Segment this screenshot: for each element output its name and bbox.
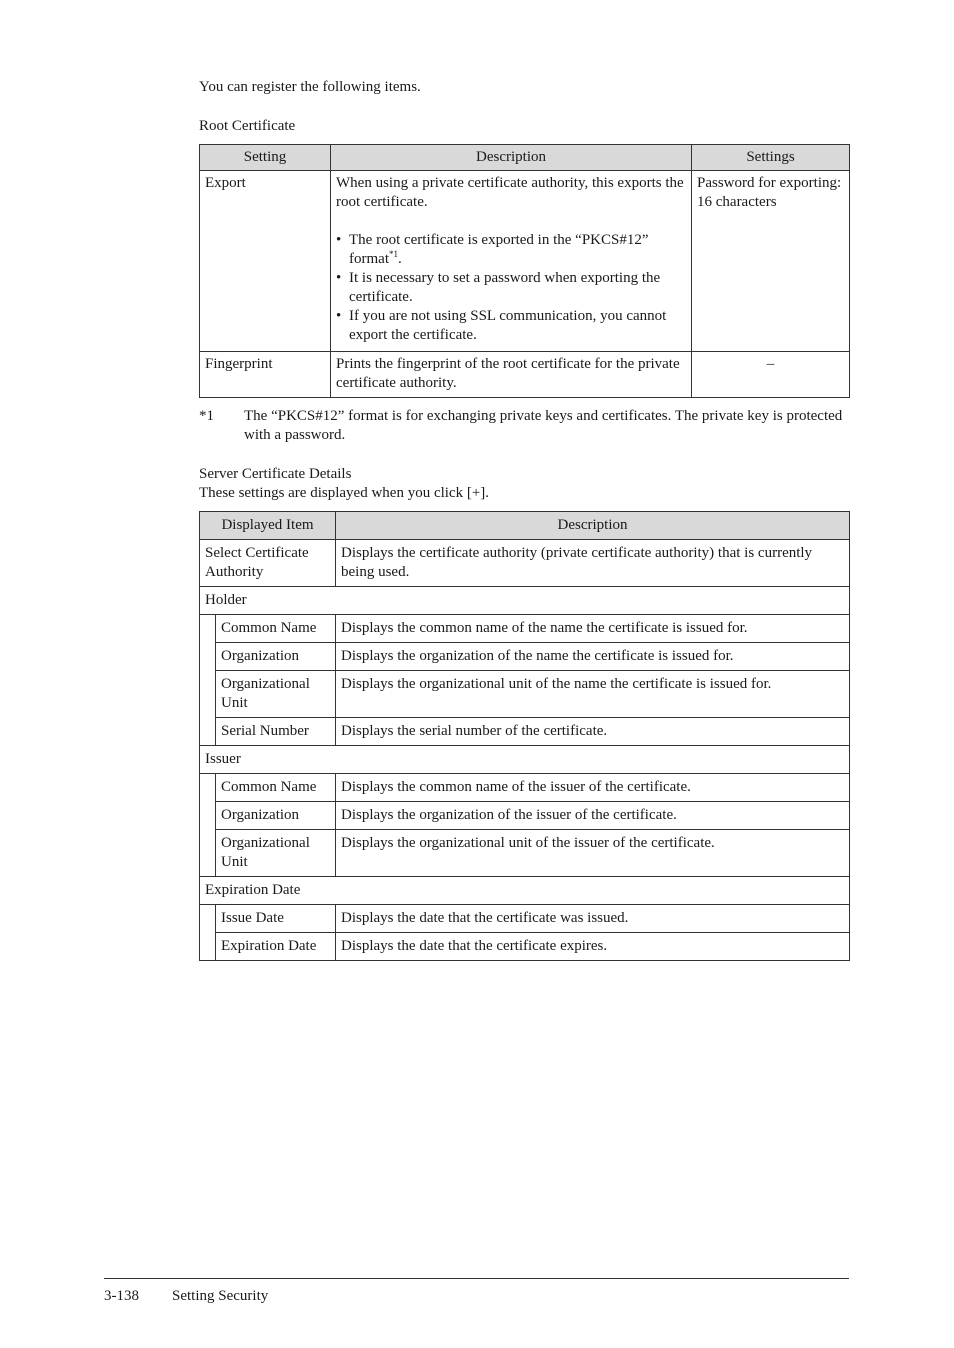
bullet-list (336, 231, 686, 345)
column-header-setting: Setting (200, 145, 331, 171)
intro-text: You can register the following items. (199, 79, 421, 95)
list-item: • It is necessary to set a password when exporting the certificate. (336, 269, 686, 307)
description-cell: Displays the common name of the name the certificate is issued for. (336, 615, 850, 643)
description-cell: Displays the date that the certificate was issued. (336, 905, 850, 933)
description-cell: Displays the common name of the issuer of the certificate. (336, 774, 850, 802)
table-header-row (200, 145, 850, 171)
table-row (200, 615, 850, 643)
description-cell: Displays the date that the certificate expires. (336, 933, 850, 961)
table-row (200, 802, 850, 830)
description-cell: Displays the serial number of the certificate. (336, 718, 850, 746)
group-title: Expiration Date (200, 877, 850, 905)
table-row-select-ca (200, 540, 850, 587)
table-row (200, 643, 850, 671)
table-row (200, 830, 850, 877)
setting-cell: Export (200, 171, 331, 352)
item-cell: Issue Date (216, 905, 336, 933)
group-row-issuer (200, 746, 850, 774)
description-cell (331, 171, 692, 352)
item-cell: Common Name (216, 615, 336, 643)
description-cell: Displays the organizational unit of the issuer of the certificate. (336, 830, 850, 877)
description-cell: Displays the organization of the name the certificate is issued for. (336, 643, 850, 671)
list-item (336, 231, 686, 269)
group-row-holder (200, 587, 850, 615)
item-cell: Organizational Unit (216, 830, 336, 877)
bullet-text: The root certificate is exported in the “PKCS#12” format (349, 232, 649, 267)
table-row (200, 671, 850, 718)
footer-section-title: Setting Security (172, 1288, 269, 1304)
item-cell: Organization (216, 802, 336, 830)
column-header-settings: Settings (692, 145, 850, 171)
table-row (200, 774, 850, 802)
page-number: 3-138 (104, 1288, 139, 1304)
column-header-displayed-item: Displayed Item (200, 512, 336, 540)
item-cell: Expiration Date (216, 933, 336, 961)
item-cell: Common Name (216, 774, 336, 802)
group-row-expiration (200, 877, 850, 905)
footnote-mark: *1 (199, 408, 214, 424)
column-header-description: Description (336, 512, 850, 540)
settings-cell: – (692, 352, 850, 398)
settings-cell: Password for exporting: 16 characters (692, 171, 850, 352)
root-section-title: Root Certificate (199, 118, 296, 134)
footnote-text: The “PKCS#12” format is for exchanging private keys and certificates. The private key is protected with a password. (244, 408, 843, 443)
list-item: • If you are not using SSL communication, you cannot export the certificate. (336, 307, 686, 345)
description-cell: Prints the fingerprint of the root certificate for the private certificate authority. (331, 352, 692, 398)
description-cell: Displays the organization of the issuer of the certificate. (336, 802, 850, 830)
setting-cell: Fingerprint (200, 352, 331, 398)
server-certificate-table (199, 511, 850, 961)
footnote-ref: *1 (388, 249, 398, 259)
bullet-text-end: . (397, 251, 402, 267)
table-row-fingerprint (200, 352, 850, 398)
root-certificate-table (199, 144, 850, 398)
server-section-note: These settings are displayed when you click [+]. (199, 485, 490, 501)
item-cell: Serial Number (216, 718, 336, 746)
table-header-row (200, 512, 850, 540)
table-row (200, 718, 850, 746)
table-row-export (200, 171, 850, 352)
item-cell: Organization (216, 643, 336, 671)
description-cell: Displays the organizational unit of the name the certificate is issued for. (336, 671, 850, 718)
group-title: Issuer (200, 746, 850, 774)
table-row (200, 905, 850, 933)
item-cell: Organizational Unit (216, 671, 336, 718)
description-cell: Displays the certificate authority (private certificate authority) that is currently being used. (336, 540, 850, 587)
item-cell: Select Certificate Authority (200, 540, 336, 587)
footer-divider (104, 1278, 849, 1279)
description-text: When using a private certificate authority, this exports the root certificate. (336, 175, 684, 210)
column-header-description: Description (331, 145, 692, 171)
table-row (200, 933, 850, 961)
group-title: Holder (200, 587, 850, 615)
server-section-title: Server Certificate Details (199, 466, 352, 482)
